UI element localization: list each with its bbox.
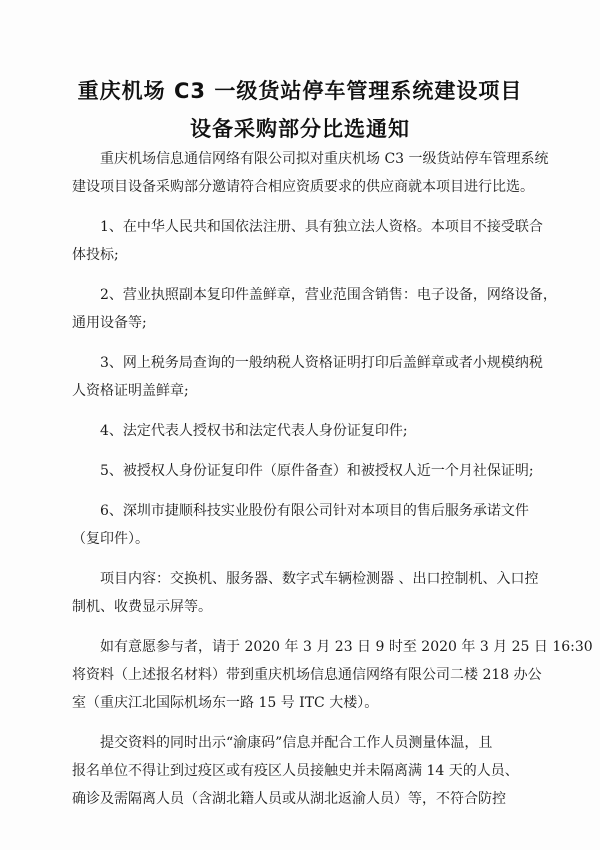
paragraph-line: 项目内容：交换机、服务器、数字式车辆检测器 、出口控制机、入口控	[100, 571, 539, 587]
document-body	[72, 145, 593, 825]
paragraph-line: 人资格证明盖鲜章;	[72, 383, 189, 399]
paragraph-requirement-2	[72, 281, 557, 337]
paragraph-line: 体投标;	[72, 247, 119, 263]
paragraph-line: 提交资料的同时出示“渝康码”信息并配合工作人员测量体温，且	[100, 735, 493, 751]
paragraph-line: 确诊及需隔离人员（含湖北籍人员或从湖北返渝人员）等，不符合防控	[72, 791, 506, 807]
paragraph-line: 将资料（上述报名材料）带到重庆机场信息通信网络有限公司二楼 218 办公	[72, 667, 542, 683]
paragraph-line: 建设项目设备采购部分邀请符合相应资质要求的供应商就本项目进行比选。	[72, 179, 534, 195]
paragraph-registration	[72, 633, 593, 717]
paragraph-epidemic-control	[72, 729, 552, 813]
paragraph-requirement-5	[72, 457, 552, 485]
paragraph-requirement-4	[72, 417, 552, 445]
paragraph-line: 制机、收费显示屏等。	[72, 599, 212, 615]
paragraph-line: 室（重庆江北国际机场东一路 15 号 ITC 大楼）。	[72, 695, 379, 711]
paragraph-line: 4、法定代表人授权书和法定代表人身份证复印件;	[100, 423, 408, 439]
paragraph-requirement-1	[72, 213, 552, 269]
paragraph-line: 5、被授权人身份证复印件（原件备查）和被授权人近一个月社保证明;	[100, 463, 534, 479]
paragraph-line: 重庆机场信息通信网络有限公司拟对重庆机场 C3 一级货站停车管理系统	[100, 151, 549, 167]
paragraph-line: 通用设备等;	[72, 315, 147, 331]
document-title-line-2: 设备采购部分比选通知	[190, 117, 410, 141]
paragraph-line: 1、在中华人民共和国依法注册、具有独立法人资格。本项目不接受联合	[100, 219, 543, 235]
paragraph-line: 6、深圳市捷顺科技实业股份有限公司针对本项目的售后服务承诺文件	[100, 503, 529, 519]
paragraph-project-content	[72, 565, 552, 621]
paragraph-line: （复印件）。	[72, 531, 149, 547]
paragraph-line: 2、营业执照副本复印件盖鲜章，营业范围含销售：电子设备，网络设备，	[100, 287, 557, 303]
paragraph-line: 报名单位不得让到过疫区或有疫区人员接触史并未隔离满 14 天的人员、	[72, 763, 519, 779]
paragraph-line: 如有意愿参与者，请于 2020 年 3 月 23 日 9 时至 2020 年 3 月 25 日 16:30	[100, 639, 593, 655]
paragraph-intro	[72, 145, 552, 201]
paragraph-requirement-3	[72, 349, 552, 405]
paragraph-requirement-6	[72, 497, 552, 553]
document-title-line-1: 重庆机场 C3 一级货站停车管理系统建设项目	[77, 79, 523, 103]
paragraph-line: 3、网上税务局查询的一般纳税人资格证明打印后盖鲜章或者小规模纳税	[100, 355, 543, 371]
